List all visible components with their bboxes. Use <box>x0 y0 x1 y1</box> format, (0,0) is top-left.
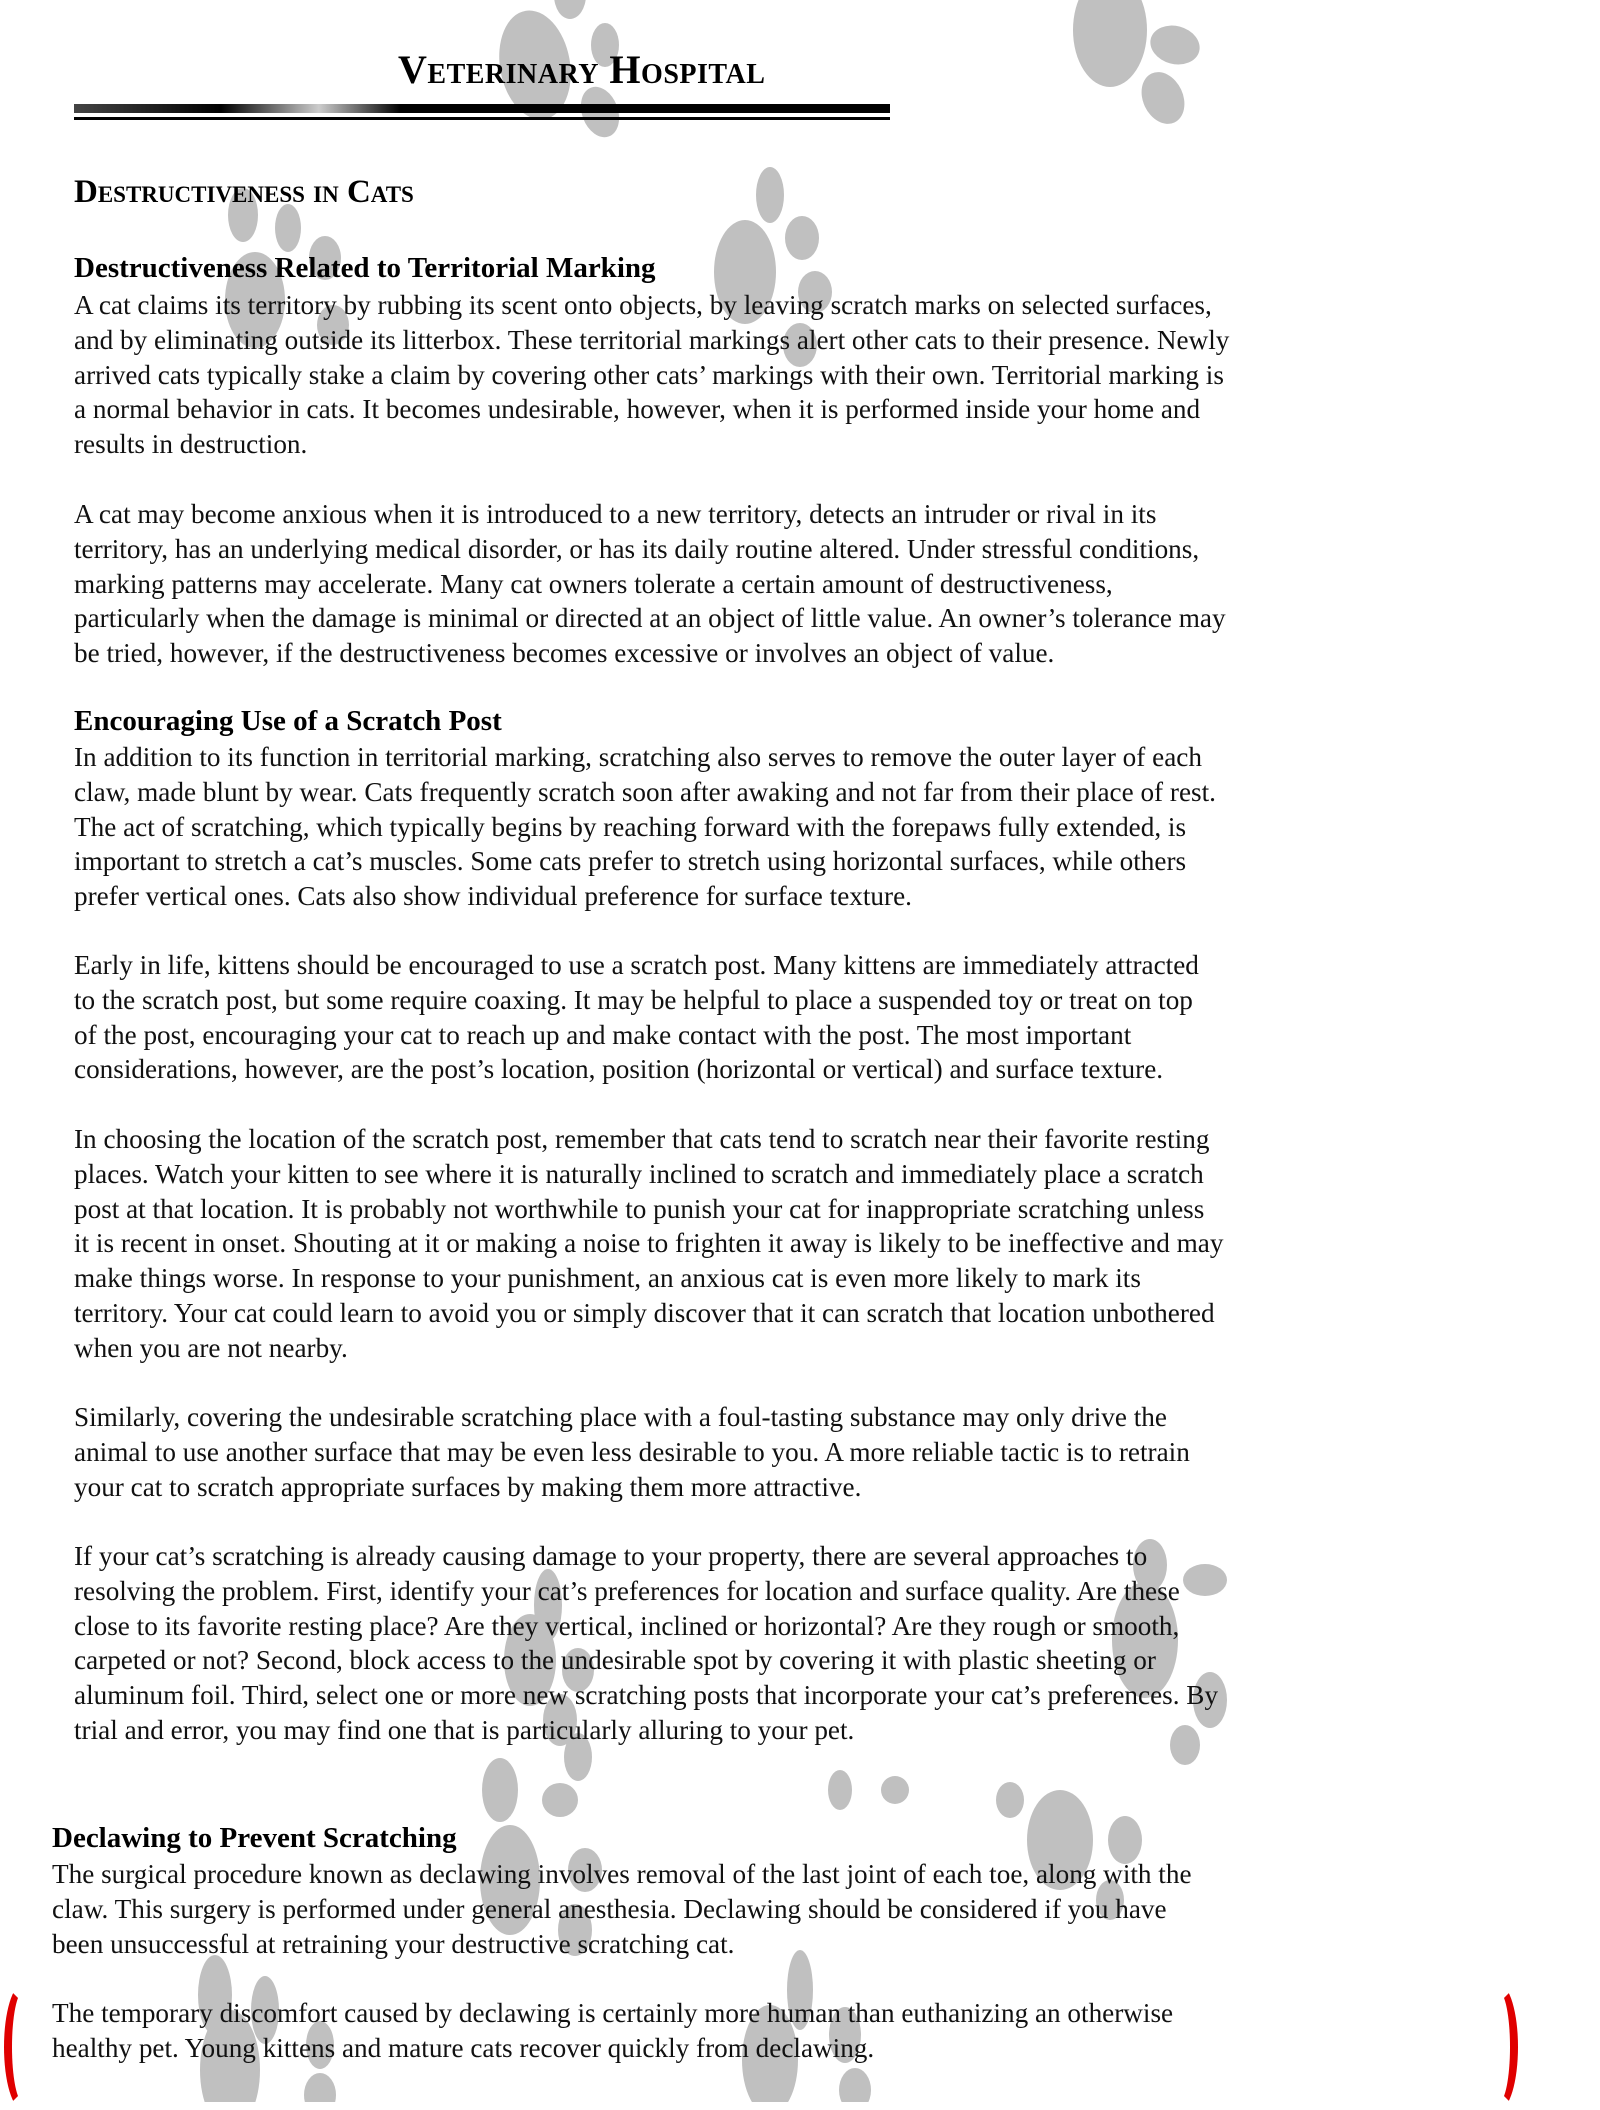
highlighted-paragraph <box>52 1996 1173 2066</box>
text-line: results in destruction. <box>74 429 308 460</box>
right-bracket-annotation-icon <box>1480 1984 1518 2110</box>
header-divider-thin <box>74 117 890 120</box>
text-line: be tried, however, if the destructiveness becomes excessive or involves an object of value. <box>74 638 1055 669</box>
text-line: considerations, however, are the post’s location, position (horizontal or vertical) and surface texture. <box>74 1054 1164 1085</box>
paragraph <box>74 948 1199 1087</box>
paragraph <box>74 288 1229 462</box>
text-line: carpeted or not? Second, block access to the undesirable spot by covering it with plastic sheeting or <box>74 1645 1156 1676</box>
section-heading-scratch-post: Encouraging Use of a Scratch Post <box>74 705 502 737</box>
text-line: marking patterns may accelerate. Many cat owners tolerate a certain amount of destructiveness, <box>74 568 1113 599</box>
text-line: it is recent in onset. Shouting at it or making a noise to frighten it away is likely to be ineffective and may <box>74 1228 1224 1259</box>
paragraph <box>74 1539 1218 1748</box>
text-line: been unsuccessful at retraining your destructive scratching cat. <box>52 1928 735 1959</box>
text-line: places. Watch your kitten to see where it is naturally inclined to scratch and immediately place a scratch <box>74 1158 1204 1189</box>
text-line: important to stretch a cat’s muscles. Some cats prefer to stretch using horizontal surfaces, while others <box>74 846 1187 877</box>
hospital-name-heading: Veterinary Hospital <box>398 47 766 92</box>
text-line: arrived cats typically stake a claim by covering other cats’ markings with their own. Territorial marking is <box>74 359 1224 390</box>
paragraph <box>52 1857 1192 1961</box>
paragraph <box>74 740 1216 914</box>
text-line: claw, made blunt by wear. Cats frequently scratch soon after awaking and not far from their place of rest. <box>74 776 1216 807</box>
text-line: to the scratch post, but some require coaxing. It may be helpful to place a suspended toy or treat on top <box>74 984 1193 1015</box>
text-line: In choosing the location of the scratch post, remember that cats tend to scratch near their favorite resting <box>74 1124 1210 1154</box>
text-line: aluminum foil. Third, select one or more new scratching posts that incorporate your cat’s preferences. By <box>74 1680 1219 1711</box>
paragraph <box>74 1400 1190 1504</box>
text-line: claw. This surgery is performed under general anesthesia. Declawing should be considered if you have <box>52 1893 1167 1924</box>
text-line: close to its favorite resting place? Are they vertical, inclined or horizontal? Are they rough or smooth, <box>74 1610 1180 1641</box>
text-line: A cat claims its territory by rubbing its scent onto objects, by leaving scratch marks on selected surfaces, <box>74 290 1212 320</box>
paragraph <box>74 1122 1223 1366</box>
section-heading-territorial-marking: Destructiveness Related to Territorial Marking <box>74 252 656 284</box>
text-line: healthy pet. Young kittens and mature cats recover quickly from declawing. <box>52 2032 875 2063</box>
text-line: The act of scratching, which typically begins by reaching forward with the forepaws fully extended, is <box>74 811 1187 842</box>
left-bracket-annotation-icon <box>4 1984 42 2110</box>
text-line: In addition to its function in territorial marking, scratching also serves to remove the outer layer of each <box>74 742 1202 772</box>
paragraph <box>74 497 1226 671</box>
text-line: A cat may become anxious when it is introduced to a new territory, detects an intruder or rival in its <box>74 499 1157 529</box>
text-line: territory. Your cat could learn to avoid you or simply discover that it can scratch that location unbothered <box>74 1297 1215 1328</box>
text-line: The temporary discomfort caused by declawing is certainly more human than euthanizing an otherwise <box>52 1998 1174 2028</box>
text-line: Similarly, covering the undesirable scratching place with a foul-tasting substance may only drive the <box>74 1402 1167 1432</box>
text-line: of the post, encouraging your cat to reach up and make contact with the post. The most important <box>74 1019 1132 1050</box>
text-line: a normal behavior in cats. It becomes undesirable, however, when it is performed inside your home and <box>74 394 1201 425</box>
text-line: The surgical procedure known as declawing involves removal of the last joint of each toe, along with the <box>52 1859 1192 1889</box>
text-line: If your cat’s scratching is already causing damage to your property, there are several approaches to <box>74 1541 1148 1571</box>
section-heading-declawing: Declawing to Prevent Scratching <box>52 1822 457 1854</box>
text-line: trial and error, you may find one that is particularly alluring to your pet. <box>74 1714 855 1745</box>
text-line: your cat to scratch appropriate surfaces by making them more attractive. <box>74 1471 862 1502</box>
text-line: post at that location. It is probably not worthwhile to punish your cat for inappropriate scratching unless <box>74 1193 1205 1224</box>
document-title: Destructiveness in Cats <box>74 174 414 210</box>
text-line: make things worse. In response to your punishment, an anxious cat is even more likely to mark its <box>74 1263 1141 1294</box>
text-line: when you are not nearby. <box>74 1332 348 1363</box>
text-line: animal to use another surface that may be even less desirable to you. A more reliable tactic is to retrain <box>74 1436 1190 1467</box>
header-divider-thick <box>74 104 890 113</box>
text-line: and by eliminating outside its litterbox. These territorial markings alert other cats to their presence. Newly <box>74 324 1230 355</box>
text-line: territory, has an underlying medical disorder, or has its daily routine altered. Under stressful conditions, <box>74 533 1200 564</box>
text-line: Early in life, kittens should be encouraged to use a scratch post. Many kittens are immediately attracted <box>74 950 1199 980</box>
text-line: prefer vertical ones. Cats also show individual preference for surface texture. <box>74 881 912 912</box>
text-line: resolving the problem. First, identify your cat’s preferences for location and surface quality. Are these <box>74 1575 1180 1606</box>
text-line: particularly when the damage is minimal or directed at an object of little value. An owner’s tolerance may <box>74 603 1226 634</box>
